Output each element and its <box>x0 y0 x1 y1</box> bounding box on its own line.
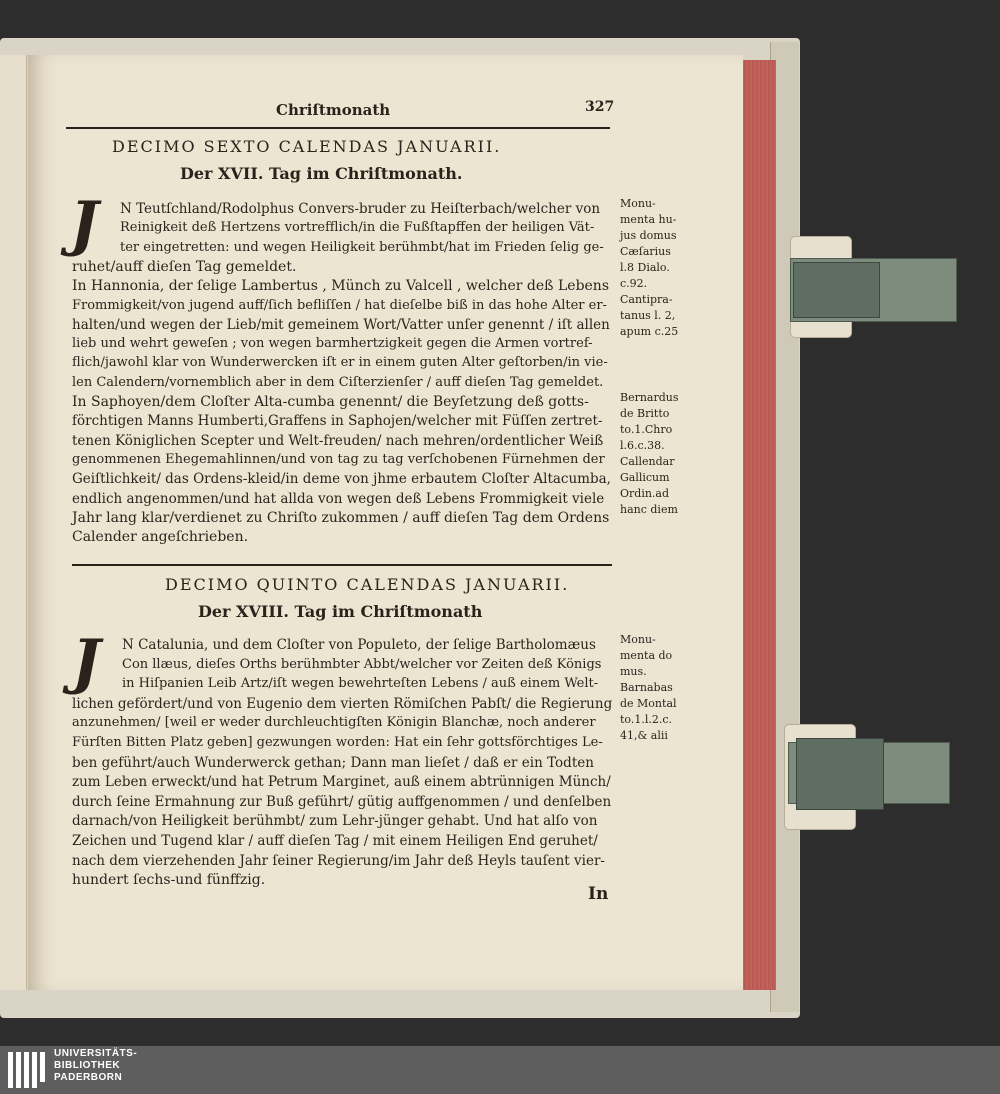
section1-dropcap: J <box>70 189 99 259</box>
text-line: förchtigen Manns Humberti,Graffens in Saphojen/welcher mit Füſſen zertret- <box>72 413 603 430</box>
running-head: Chriſtmonath <box>276 101 391 119</box>
text-line: In Hannonia, der ſelige Lambertus , Münch zu Valcell , welcher deß Lebens <box>72 278 610 295</box>
red-page-edges <box>742 60 776 990</box>
margin-note: Gallicum <box>620 471 670 484</box>
text-line: halten/und wegen der Lieb/mit gemeinem Wort/Vatter unſer genennt / iſt allen <box>72 316 610 333</box>
margin-note: Bernardus <box>620 391 679 404</box>
text-line: anzunehmen/ [weil er weder durchleuchtigſten Königin Blanchæ, noch anderer <box>72 715 596 731</box>
margin-note: to.1.l.2.c. <box>620 713 673 726</box>
text-line: N Catalunia, und dem Cloſter von Populeto, der ſelige Bartholomæus <box>122 637 596 653</box>
section2-latin-heading: DECIMO QUINTO CALENDAS JANUARII. <box>165 575 570 594</box>
text-line: endlich angenommen/und hat allda von wegen deß Lebens Frommigkeit viele <box>72 490 605 507</box>
section-divider <box>72 564 612 566</box>
footer-bar <box>0 1046 1000 1094</box>
margin-note: apum c.25 <box>620 325 679 338</box>
margin-note: Cantipra- <box>620 293 673 306</box>
library-name-line: BIBLIOTHEK <box>54 1060 121 1071</box>
previous-page-edge <box>0 55 27 990</box>
text-line: N Teutſchland/Rodolphus Convers-bruder zu Heiſterbach/welcher von <box>120 201 601 217</box>
text-line: flich/jawohl klar von Wunderwercken iſt er in einem guten Alter geſtorben/in vie- <box>72 355 608 371</box>
text-line: ben geführt/auch Wunderwerck gethan; Dann man lieſet / daß er ein Todten <box>72 754 594 771</box>
margin-note: Cæſarius <box>620 245 671 258</box>
margin-note: Callendar <box>620 455 675 468</box>
text-line: darnach/von Heiligkeit berühmbt/ zum Lehr-jünger gehabt. Und hat alſo von <box>72 813 598 830</box>
text-line: ter eingetretten: und wegen Heiligkeit berühmbt/hat im Frieden ſelig ge- <box>120 239 604 255</box>
margin-note: Monu- <box>620 197 656 210</box>
margin-note: tanus l. 2, <box>620 309 676 322</box>
margin-note: Ordin.ad <box>620 487 670 500</box>
page-number: 327 <box>585 99 615 115</box>
text-line: zum Leben erweckt/und hat Petrum Marginet, auß einem abtrünnigen Münch/ <box>72 774 611 791</box>
margin-note: 41,& alii <box>620 729 668 742</box>
text-line: ruhet/auff dieſen Tag gemeldet. <box>72 258 297 275</box>
text-line: Zeichen und Tugend klar / auff dieſen Tag / mit einem Heiligen End geruhet/ <box>72 833 598 849</box>
library-name <box>54 1048 137 1084</box>
section2-german-heading: Der XVIII. Tag im Chriſtmonath <box>198 602 483 621</box>
margin-note: to.1.Chro <box>620 423 673 436</box>
section2-dropcap: J <box>72 627 101 697</box>
margin-note: Barnabas <box>620 681 673 694</box>
text-line: Geiſtlichkeit/ das Ordens-kleid/in deme von jhme erbautem Cloſter Altacumba, <box>72 471 611 488</box>
text-line: Reinigkeit deß Hertzens vortrefflich/in die Fußſtapffen der heiligen Vät- <box>120 220 595 236</box>
text-line: Calender angeſchrieben. <box>72 529 249 546</box>
text-line: Fürſten Bitten Platz geben] gezwungen worden: Hat ein ſehr gottsförchtiges Le- <box>72 735 603 750</box>
text-line: durch ſeine Ermahnung zur Buß geführt/ gütig auffgenommen / und denſelben <box>72 793 612 810</box>
margin-note: de Montal <box>620 697 677 710</box>
margin-note: menta hu- <box>620 213 677 226</box>
margin-note: l.6.c.38. <box>620 439 665 452</box>
text-line: len Calendern/vornemblich aber in dem Ciſterzienſer / auff dieſen Tag gemeldet. <box>72 374 604 390</box>
text-line: Frommigkeit/von jugend auff/ſich befliſſen / hat dieſelbe biß in das hohe Alter er- <box>72 297 607 313</box>
text-line: tenen Königlichen Scepter und Welt-freuden/ nach mehren/ordentlicher Weiß <box>72 432 604 449</box>
text-line: nach dem vierzehenden Jahr ſeiner Regierung/im Jahr deß Heyls tauſent vier- <box>72 852 605 869</box>
catchword: In <box>588 884 609 904</box>
margin-note: jus domus <box>620 229 677 242</box>
library-name-line: PADERBORN <box>54 1072 123 1083</box>
section1-latin-heading: DECIMO SEXTO CALENDAS JANUARII. <box>112 137 502 156</box>
text-line: genommenen Ehegemahlinnen/und von tag zu tag verſchobenen Fürnehmen der <box>72 451 605 467</box>
text-line: lichen gefördert/und von Eugenio dem vierten Römiſchen Pabſt/ die Regierung <box>72 695 613 712</box>
text-line: In Saphoyen/dem Cloſter Alta-cumba genennt/ die Beyſetzung deß gotts- <box>72 394 589 410</box>
text-line: hundert ſechs-und fünffzig. <box>72 872 266 889</box>
library-name-line: UNIVERSITÄTS- <box>54 1048 138 1059</box>
margin-note: l.8 Dialo. <box>620 261 670 274</box>
text-line: Con llæus, dieſes Orths berühmbter Abbt/welcher vor Zeiten deß Königs <box>122 656 602 672</box>
margin-note: menta do <box>620 649 673 662</box>
library-logo-icon <box>6 1048 46 1092</box>
text-line: Jahr lang klar/verdienet zu Chriſto zukommen / auff dieſen Tag dem Ordens <box>72 509 610 526</box>
margin-note: hanc diem <box>620 503 678 516</box>
margin-note: mus. <box>620 665 647 678</box>
header-rule <box>66 127 610 129</box>
margin-note: c.92. <box>620 277 648 290</box>
margin-note: de Britto <box>620 407 670 420</box>
section1-german-heading: Der XVII. Tag im Chriſtmonath. <box>180 164 463 183</box>
margin-note: Monu- <box>620 633 656 646</box>
text-line: lieb und wehrt geweſen ; von wegen barmhertzigkeit gegen die Armen vortref- <box>72 336 593 352</box>
text-line: in Hiſpanien Leib Artz/iſt wegen bewehrteſten Lebens / auß einem Welt- <box>122 676 599 692</box>
